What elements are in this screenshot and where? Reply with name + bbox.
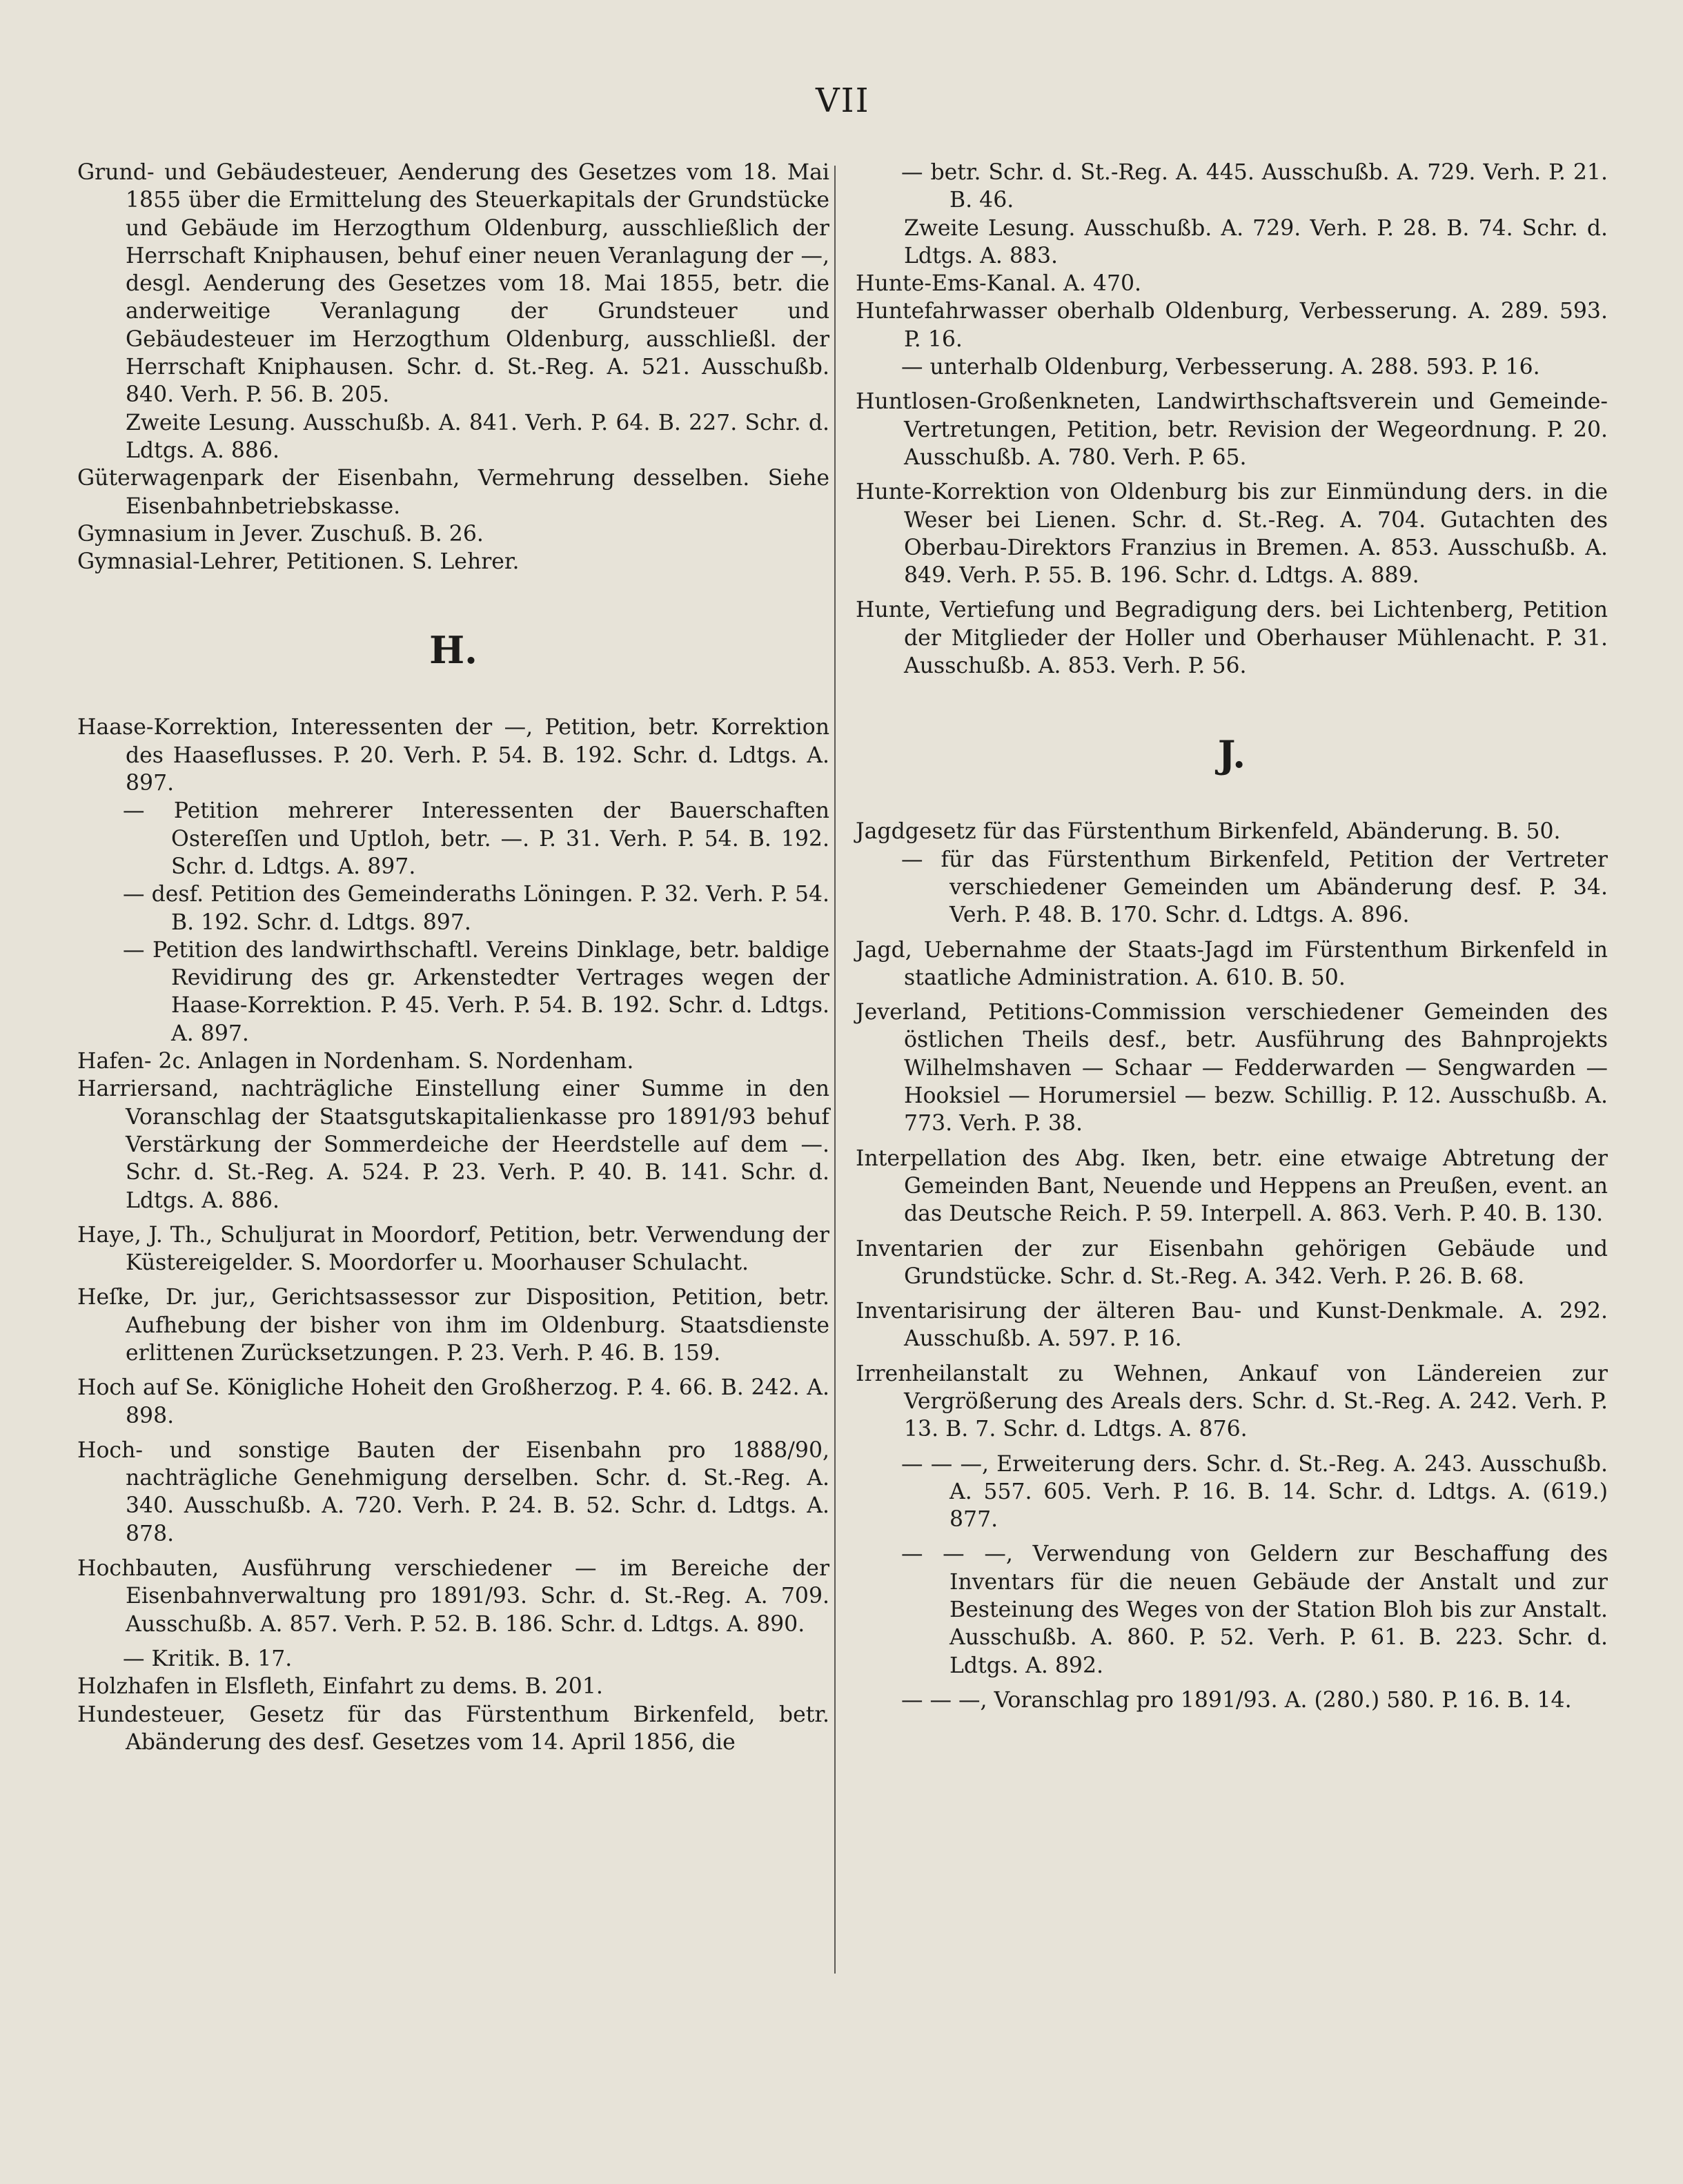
index-entry: Harriersand, nachträgliche Einstellung einer Summe in den Voranschlag der Staatsgutskapitalienkasse pro 1891/93 behuf Verstärkung der Sommerdeiche der Heerdstelle auf dem —. Schr. d. St.-Reg. A. 524. P. 23. Verh. P. 40. B. 141. Schr. d. Ldtgs. A. 886. <box>77 1076 829 1213</box>
index-subentry: — — —, Erweiterung ders. Schr. d. St.-Reg. A. 243. Ausschußb. A. 557. 605. Verh. P. 16. B. 14. Schr. d. Ldtgs. A. (619.) 877. <box>901 1451 1608 1533</box>
index-subentry: — für das Fürstenthum Birkenfeld, Petition der Vertreter verschiedener Gemeinden um Abänderung desf. P. 34. Verh. P. 48. B. 170. Schr. d. Ldtgs. A. 896. <box>901 847 1608 928</box>
index-entry: Holzhafen in Elsfleth, Einfahrt zu dems. B. 201. <box>77 1674 603 1700</box>
index-entry: Haase-Korrektion, Interessenten der —, Petition, betr. Korrektion des Haaseflusses. P. 20. Verh. P. 54. B. 192. Schr. d. Ldtgs. A. 897. <box>77 715 829 796</box>
index-subentry: — — —, Voranschlag pro 1891/93. A. (280.) 580. P. 16. B. 14. <box>901 1687 1572 1713</box>
index-entry: Hundesteuer, Gesetz für das Fürstenthum Birkenfeld, betr. Abänderung des desf. Gesetzes vom 14. April 1856, die <box>77 1702 829 1755</box>
index-entry: Huntlosen-Großenkneten, Landwirthschaftsverein und Gemeinde-Vertretungen, Petition, betr. Revision der Wegeordnung. P. 20. Ausschußb. A. 780. Verh. P. 65. <box>856 389 1608 470</box>
index-subentry: — Petition des landwirthschaftl. Vereins Dinklage, betr. baldige Revidirung des gr. Arkenstedter Vertrages wegen der Haase-Korrektion. P. 45. Verh. P. 54. B. 192. Schr. d. Ldtgs. A. 897. <box>123 937 829 1046</box>
index-subentry: — — —, Verwendung von Geldern zur Beschaffung des Inventars für die neuen Gebäude der Anstalt und zur Besteinung des Weges von der Station Bloh bis zur Anstalt. Ausschußb. A. 860. P. 52. Verh. P. 61. B. 223. Schr. d. Ldtgs. A. 892. <box>901 1542 1608 1678</box>
index-subentry: — desf. Petition des Gemeinderaths Löningen. P. 32. Verh. P. 54. B. 192. Schr. d. Ldtgs. 897. <box>123 882 829 935</box>
right-column <box>856 159 1608 1714</box>
column-divider <box>834 166 836 1974</box>
index-entry: Jeverland, Petitions-Commission verschiedener Gemeinden des östlichen Theils desf., betr. Ausführung des Bahnprojekts Wilhelmshaven — Schaar — Fedderwarden — Sengwarden — Hooksiel — Horumersiel — bezw. Schillig. P. 12. Ausschußb. A. 773. Verh. P. 38. <box>856 1000 1608 1137</box>
index-entry: Heſke, Dr. jur,, Gerichtsassessor zur Disposition, Petition, betr. Aufhebung der bisher von ihm im Oldenburg. Staatsdienste erlittenen Zurücksetzungen. P. 23. Verh. P. 46. B. 159. <box>77 1285 829 1366</box>
index-entry-continuation: Zweite Lesung. Ausschußb. A. 729. Verh. P. 28. B. 74. Schr. d. Ldtgs. A. 883. <box>904 215 1608 268</box>
left-column <box>77 159 829 1756</box>
index-entry: Haye, J. Th., Schuljurat in Moordorf, Petition, betr. Verwendung der Küstereigelder. S. Moordorfer u. Moorhauser Schulacht. <box>77 1222 829 1276</box>
index-entry: Irrenheilanstalt zu Wehnen, Ankauf von Ländereien zur Vergrößerung des Areals ders. Schr. d. St.-Reg. A. 242. Verh. P. 13. B. 7. Schr. d. Ldtgs. A. 876. <box>856 1361 1608 1442</box>
index-entry: Hochbauten, Ausführung verschiedener — im Bereiche der Eisenbahnverwaltung pro 1891/93. Schr. d. St.-Reg. A. 709. Ausschußb. A. 857. Verh. P. 52. B. 186. Schr. d. Ldtgs. A. 890. <box>77 1556 829 1637</box>
index-entry: Gymnasial-Lehrer, Petitionen. S. Lehrer. <box>77 549 520 575</box>
index-entry: Hafen- 2c. Anlagen in Nordenham. S. Nordenham. <box>77 1049 634 1074</box>
page-number: VII <box>816 81 870 120</box>
section-heading-h: H. <box>429 628 478 673</box>
index-entry: Hunte-Korrektion von Oldenburg bis zur Einmündung ders. in die Weser bei Lienen. Schr. d. St.-Reg. A. 704. Gutachten des Oberbau-Direktors Franzius in Bremen. A. 853. Ausschußb. A. 849. Verh. P. 55. B. 196. Schr. d. Ldtgs. A. 889. <box>856 480 1608 589</box>
index-entry: Hoch- und sonstige Bauten der Eisenbahn pro 1888/90, nachträgliche Genehmigung derselben. Schr. d. St.-Reg. A. 340. Ausschußb. A. 720. Verh. P. 24. B. 52. Schr. d. Ldtgs. A. 878. <box>77 1437 829 1546</box>
index-entry: Hunte, Vertiefung und Begradigung ders. bei Lichtenberg, Petition der Mitglieder der Holler und Oberhauser Mühlenacht. P. 31. Ausschußb. A. 853. Verh. P. 56. <box>856 598 1608 679</box>
index-subentry: — Petition mehrerer Interessenten der Bauerschaften Ostereſſen und Uptloh, betr. —. P. 31. Verh. P. 54. B. 192. Schr. d. Ldtgs. A. 897. <box>123 798 829 879</box>
index-subentry: — unterhalb Oldenburg, Verbesserung. A. 288. 593. P. 16. <box>901 355 1540 380</box>
index-entry: Inventarisirung der älteren Bau- und Kunst-Denkmale. A. 292. Ausschußb. A. 597. P. 16. <box>856 1299 1608 1352</box>
index-entry: Interpellation des Abg. Iken, betr. eine etwaige Abtretung der Gemeinden Bant, Neuende und Heppens an Preußen, event. an das Deutsche Reich. P. 59. Interpell. A. 863. Verh. P. 40. B. 130. <box>856 1145 1608 1227</box>
index-subentry: — Kritik. B. 17. <box>123 1646 293 1671</box>
index-entry: Grund- und Gebäudesteuer, Aenderung des Gesetzes vom 18. Mai 1855 über die Ermittelung des Steuerkapitals der Grundstücke und Gebäude im Herzogthum Oldenburg, ausschließlich der Herrschaft Kniphausen, behuf einer neuen Veranlagung der —, desgl. Aenderung des Gesetzes vom 18. Mai 1855, betr. die anderweitige Veranlagung der Grundsteuer und Gebäudesteuer im Herzogthum Oldenburg, ausschließl. der Herrschaft Kniphausen. Schr. d. St.-Reg. A. 521. Ausschußb. 840. Verh. P. 56. B. 205. <box>77 160 829 408</box>
index-entry: Hunte-Ems-Kanal. A. 470. <box>856 271 1142 297</box>
index-subentry: — betr. Schr. d. St.-Reg. A. 445. Ausschußb. A. 729. Verh. P. 21. B. 46. <box>901 160 1608 213</box>
index-entry: Huntefahrwasser oberhalb Oldenburg, Verbesserung. A. 289. 593. P. 16. <box>856 299 1608 352</box>
section-heading-j: J. <box>1217 732 1246 777</box>
index-entry: Gymnasium in Jever. Zuschuß. B. 26. <box>77 521 484 547</box>
index-entry: Jagdgesetz für das Fürstenthum Birkenfeld, Abänderung. B. 50. <box>856 819 1561 845</box>
index-entry-continuation: Zweite Lesung. Ausschußb. A. 841. Verh. P. 64. B. 227. Schr. d. Ldtgs. A. 886. <box>126 410 829 463</box>
index-entry: Inventarien der zur Eisenbahn gehörigen Gebäude und Grundstücke. Schr. d. St.-Reg. A. 342. Verh. P. 26. B. 68. <box>856 1236 1608 1289</box>
index-entry: Hoch auf Se. Königliche Hoheit den Großherzog. P. 4. 66. B. 242. A. 898. <box>77 1375 829 1428</box>
index-entry: Jagd, Uebernahme der Staats-Jagd im Fürstenthum Birkenfeld in staatliche Administration. A. 610. B. 50. <box>856 937 1608 990</box>
index-entry: Güterwagenpark der Eisenbahn, Vermehrung desselben. Siehe Eisenbahnbetriebskasse. <box>77 466 829 519</box>
